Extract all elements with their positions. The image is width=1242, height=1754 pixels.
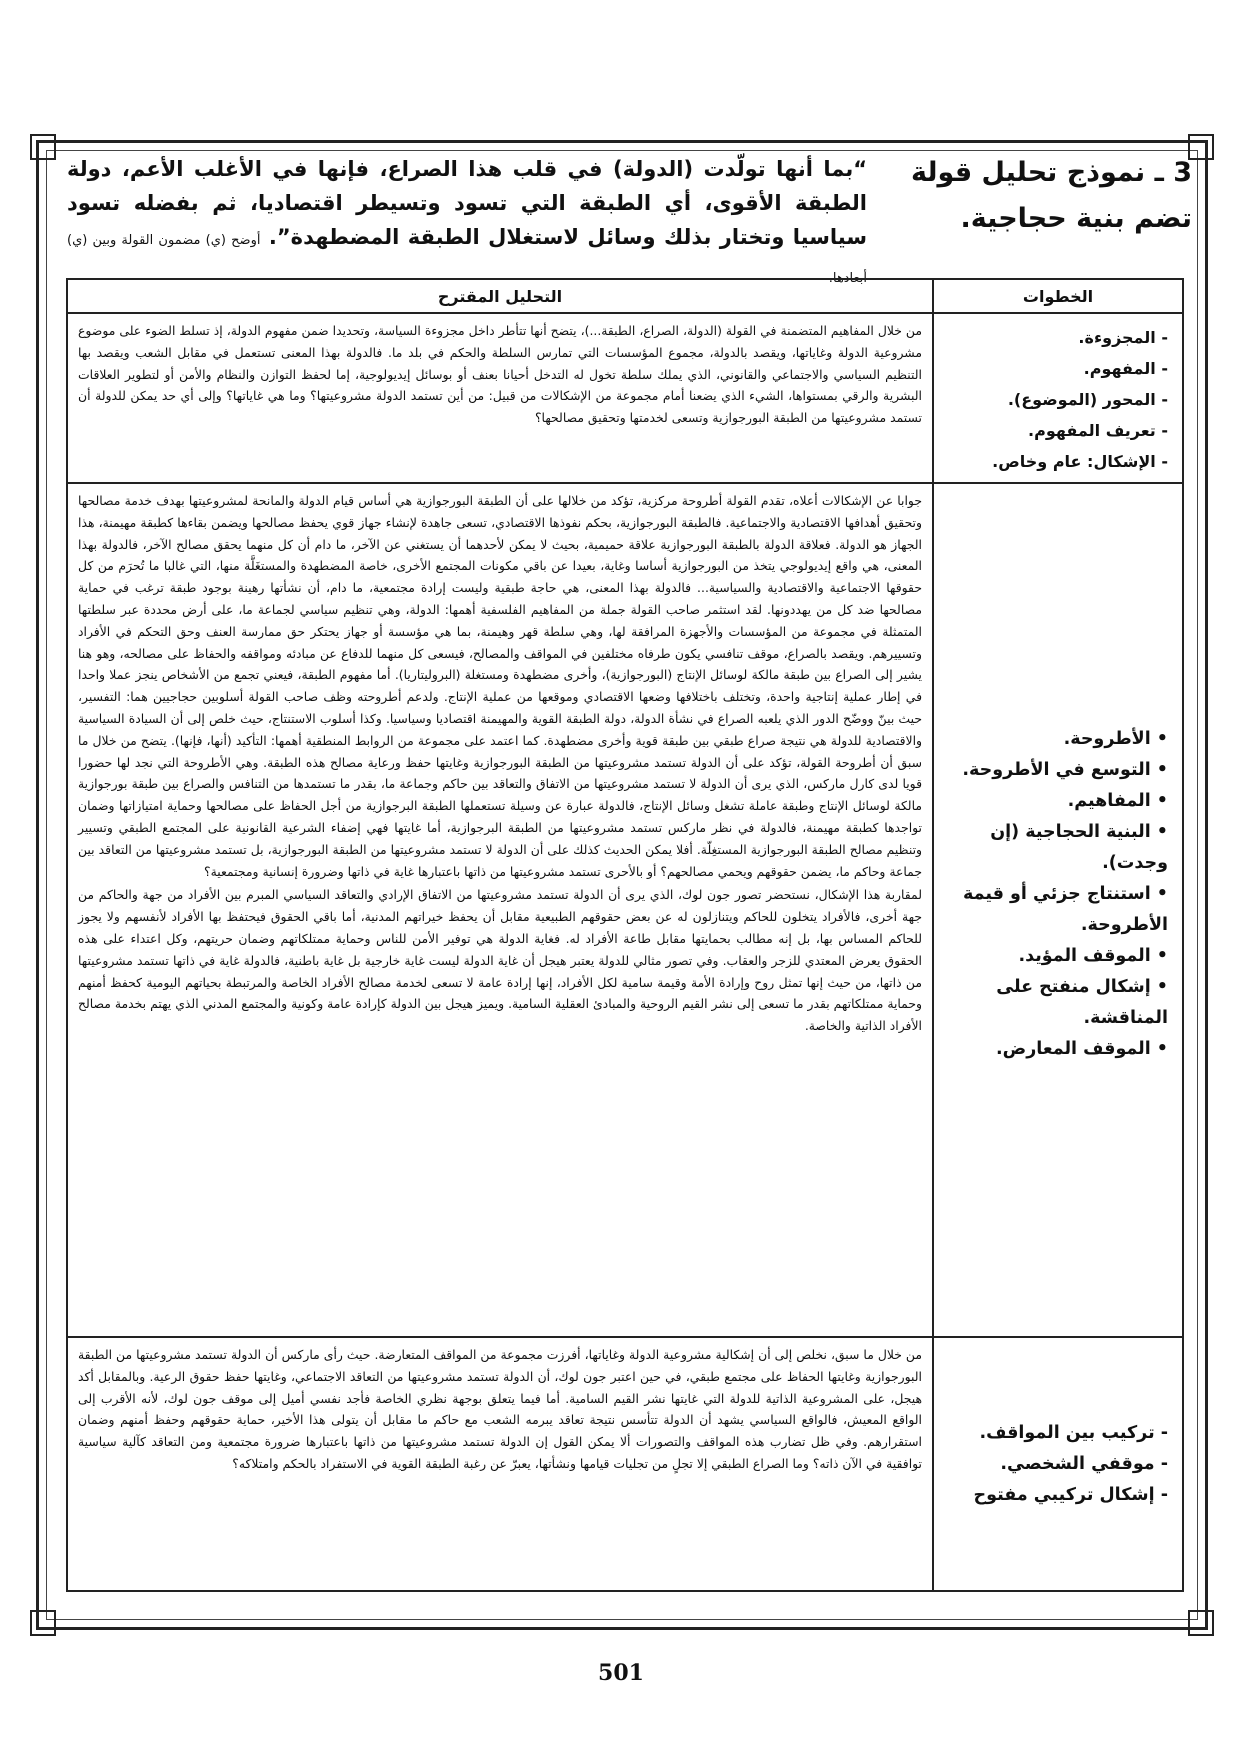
page-number: 501 bbox=[598, 1660, 644, 1686]
step-item: - إشكال تركيبي مفتوح bbox=[940, 1480, 1168, 1511]
frame-corner-ornament bbox=[30, 134, 56, 160]
step-item: • الأطروحة. bbox=[940, 724, 1168, 755]
table-row bbox=[67, 313, 1183, 483]
steps-cell bbox=[933, 313, 1183, 483]
paragraph: من خلال المفاهيم المتضمنة في القولة (الدولة، الصراع، الطبقة...)، يتضح أنها تتأطر داخل مجزوءة السياسة، وتحديدا ضمن مفهوم الدولة، إذ تسلط الضوء على موضوع مشروعية الدولة وغاياتها، ويقصد بالدولة، مجموع المؤسسات التي تمارس السلطة والحكم في بلد ما. فالدولة بهذا المعنى تستعمل في مقابل الشعب ويقصد بها التنظيم السياسي والاجتماعي والقانوني، الذي يملك سلطة تخول له التدخل أحيانا بعنف أو بوسائل إيديولوجية، إما لحفظ التوازن والنظام والأمن أو لتطوير العلاقات البشرية والرقي بمستواها، الشيء الذي يضعنا أمام مجموعة من الإشكالات من قبيل: من أين تستمد الدولة مشروعيتها؟ وما هي غاياتها؟ وإلى أي حد يمكن للدولة أن تستمد مشروعيتها من الطبقة البورجوازية وتسعى لخدمتها وتحقيق مصالحها؟ bbox=[78, 323, 922, 426]
table-row bbox=[67, 483, 1183, 1337]
analysis-text bbox=[68, 1338, 932, 1481]
steps-cell bbox=[933, 483, 1183, 1337]
steps-cell bbox=[933, 1337, 1183, 1591]
column-header-steps: الخطوات bbox=[933, 279, 1183, 313]
paragraph: جوابا عن الإشكالات أعلاه، تقدم القولة أطروحة مركزية، تؤكد من خلالها على أن الطبقة البورجوازية هي أساس قيام الدولة والمانحة لمشروعيتها بهدف خدمة مصالحها وتحقيق أهدافها الاقتصادية والاجتماعية. فالطبقة البورجوازية، بحكم نفوذها الاقتصادي، تسعى جاهدة لإنشاء جهاز قوي يحفظ مصالحها ويضمن بقاءها كطبقة مهيمنة، هذا الجهاز هو الدولة. فعلاقة الدولة بالطبقة البورجوازية علاقة حميمية، بحيث لا يمكن لأحدهما أن يستغني عن الآخر، ما دام أن كل منهما يحقق مصالح الآخر، فالدولة بهذا المعنى، هي واقع إيديولوجي يتخذ من البورجوازية أساسا وغاية، بعيدا عن باقي مكونات المجتمع الأخرى، خاصة المضطهدة والمستغَلَّة منها، التي غالبا ما تُحرَم من كل حقوقها الاجتماعية والاقتصادية والسياسية... فالدولة بهذا المعنى، هي حاجة طبقية وليست إرادة مجتمعية، ما دام، أن نشأتها رهينة بوجود طبقة ترغب في حماية مصالحها ضد كل من يهددونها. لقد استثمر صاحب القولة جملة من المفاهيم الفلسفية أهمها: الدولة، وهي تنظيم سياسي لجماعة ما، على أرض محددة عبر سلطتها المتمثلة في مجموعة من المؤسسات والأجهزة المرافقة لها، وهي سلطة قهر وهيمنة، بما هي مؤسسة أو جهاز يحتكر حق ممارسة العنف وحق التحكم في الأفراد وتسييرهم. ويقصد بالصراع، موقف تنافسي يكون طرفاه مختلفين في المواقف والمصالح، فيسعى كل منهما للدفاع عن مبادئه ومواقفه والحفاظ على مصالحه، وهو هنا يشير إلى الصراع بين طبقة مالكة لوسائل الإنتاج (البورجوازية)، وأخرى مضطهدة ومستغلة (البروليتاريا). أما مفهوم الطبقة، فيعني تجمع من الأشخاص ينجز عملا واحدا في إطار عملية إنتاجية واحدة، وتختلف باختلافها وضعها الاقتصادي وموقعها من عملية الإنتاج. ولدعم أطروحته وظف صاحب القولة أسلوبين حجاجيين هما: التفسير، حيث بينّ ووضّح الدور الذي يلعبه الصراع في نشأة الدولة، دولة الطبقة القوية والمهيمنة اقتصاديا وسياسيا. وكذا أسلوب الاستنتاج، حيث خلص إلى أن السيادة السياسية والاقتصادية للدولة هي نتيجة صراع طبقي بين طبقة قوية وأخرى مضطهدة. كما اعتمد على مجموعة من الروابط المنطقية أهمها: التأكيد (أنها، فإنها). يتضح من خلال ما سبق أن أطروحة القولة، تؤكد على أن الدولة تستمد مشروعيتها من الطبقة البورجوازية وغايتها حفظ ورعاية مصالح هذه الطبقة. وهي الأطروحة التي نجد لها حضورا قويا لدى كارل ماركس، الذي يرى أن الدولة لا تستمد مشروعيتها من الاتفاق والتعاقد بين حاكم وجماعة ما، بقدر ما تستمدها من التنافس والصراع بين طبقة بورجوازية مالكة لوسائل الإنتاج وطبقة عاملة تشغل وسائل الإنتاج، فالدولة عبارة عن وسيلة تستعملها الطبقة البرجوازية من أجل الحفاظ على مصالحها وحماية امتيازاتها وضمان تواجدها كطبقة مهيمنة، فالدولة في نظر ماركس تستمد مشروعيتها من الطبقة البرجوازية، أما غايتها فهي إضفاء الشرعية القانونية على المجتمع الطبقي وتسيير وتنظيم مصالح الطبقة البورجوازية المستغِلّة. أفلا يمكن الحديث كذلك على أن الدولة لا تستمد مشروعيتها من الطبقة البورجوازية، بل تستمد مشروعيتها من التعاقد بين جماعة وحاكم ما، يضمن حقوقهم ويحمي مصالحهم؟ أو بالأحرى تستمد مشروعيتها من ذاتها باعتبارها غاية في ذاتها وضرورة إنسانية ومجتمعية؟ bbox=[78, 493, 922, 879]
frame-corner-ornament bbox=[1188, 1610, 1214, 1636]
steps-list bbox=[934, 314, 1182, 477]
step-item: - المجزوءة. bbox=[940, 322, 1168, 353]
step-item: - تركيب بين المواقف. bbox=[940, 1418, 1168, 1449]
step-item: • الموقف المؤيد. bbox=[940, 941, 1168, 972]
steps-list bbox=[934, 1338, 1182, 1511]
quote-block bbox=[67, 152, 867, 296]
paragraph: من خلال ما سبق، نخلص إلى أن إشكالية مشروعية الدولة وغاياتها، أفرزت مجموعة من المواقف المتعارضة. حيث رأى ماركس أن الدولة تستمد مشروعيتها من الطبقة البورجوازية وغايتها الحفاظ على مجتمع طبقي، في حين اعتبر جون لوك، أن الدولة تستمد مشروعيتها من التعاقد الاجتماعي، وغايتها حفظ حقوق الرعية. وبالمقابل أكد هيجل، على المشروعية الذاتية للدولة التي غايتها نشر القيم السامية. أما فيما يتعلق بوجهة نظري الخاصة فأجد نفسي أميل إلى موقف جون لوك، لأنه الأقرب إلى الواقع المعيش، فالواقع السياسي يشهد أن الدولة تتأسس نتيجة تعاقد يبرمه الشعب مع حاكم ما مقابل أن يتولى هذا الأخير، حماية حقوقهم وحفظ أمنهم وضمان استقرارهم. وفي ظل تضارب هذه المواقف والتصورات ألا يمكن القول إن الدولة تستمد مشروعيتها من ذاتها باعتبارها ضرورة مجتمعية ومن التعاقد كآلية سياسية توافقية في الآن ذاته؟ وما الصراع الطبقي إلا تجلٍ من تجليات قيامها ونشأتها، يعبرّ عن رغبة الطبقة القوية في الاستفراد بالحكم وامتلاكه؟ bbox=[78, 1347, 922, 1471]
analysis-text bbox=[68, 314, 932, 435]
quote-instruction: أوضح (ي) مضمون القولة وبين (ي) أبعادها. bbox=[67, 233, 867, 286]
step-item: - المفهوم. bbox=[940, 353, 1168, 384]
quote-text: “بما أنها تولّدت (الدولة) في قلب هذا الصراع، فإنها في الأغلب الأعم، دولة الطبقة الأقوى، أي الطبقة التي تسود وتسيطر اقتصاديا، ثم بفضله تسود سياسيا وتختار بذلك وسائل لاستغلال الطبقة المضطهدة”. bbox=[67, 157, 868, 249]
analysis-cell bbox=[67, 1337, 933, 1591]
frame-corner-ornament bbox=[30, 1610, 56, 1636]
column-header-analysis: التحليل المقترح bbox=[67, 279, 933, 313]
table-row bbox=[67, 1337, 1183, 1591]
analysis-table bbox=[66, 278, 1184, 1592]
step-item: • التوسع في الأطروحة. bbox=[940, 755, 1168, 786]
step-item: - الإشكال: عام وخاص. bbox=[940, 446, 1168, 477]
steps-list bbox=[934, 484, 1182, 1065]
analysis-cell bbox=[67, 483, 933, 1337]
analysis-cell bbox=[67, 313, 933, 483]
step-item: • استنتاج جزئي أو قيمة الأطروحة. bbox=[940, 879, 1168, 941]
table-header-row bbox=[67, 279, 1183, 313]
step-item: - موقفي الشخصي. bbox=[940, 1449, 1168, 1480]
step-item: • إشكال منفتح على المناقشة. bbox=[940, 972, 1168, 1034]
step-item: • الموقف المعارض. bbox=[940, 1034, 1168, 1065]
section-title: 3 ـ نموذج تحليل قولة تضم بنية حجاجية. bbox=[911, 157, 1192, 234]
step-item: - المحور (الموضوع). bbox=[940, 384, 1168, 415]
step-item: • البنية الحجاجية (إن وجدت). bbox=[940, 817, 1168, 879]
paragraph: لمقاربة هذا الإشكال، نستحضر تصور جون لوك، الذي يرى أن الدولة تستمد مشروعيتها من الاتفاق الإرادي والتعاقد السياسي المبرم بين الأفراد من جهة والحاكم من جهة أخرى، فالأفراد يتخلون للحاكم ويتنازلون له عن بعض حقوقهم الطبيعية مقابل أن يحفظ خيراتهم المدنية، أما باقي الحقوق فيحتفظ بها الأفراد لأنفسهم ولا يجوز للحاكم المساس بها، بل إنه مطالب بحمايتها مقابل طاعة الأفراد له. فغاية الدولة هي توفير الأمن للناس وحماية ممتلكاتهم وضمان حريتهم، وكل اعتداء على هذه الحقوق يعرض المعتدي للزجر والعقاب. وفي تصور مثالي للدولة يعتبر هيجل أن غاية الدولة ليست غاية خارجية بل غاية باطنية، فالدولة غاية في ذاتها تستمد مشروعيتها من ذاتها، من حيث إنها تمثل روح وإرادة الأمة وقيمة سامية لكل الأفراد، إنها إرادة عامة لا تسعى لخدمة مصالح الأفراد الخاصة والمرتبطة بحياتهم اليومية كحفظ أمنهم وحماية ممتلكاتهم بقدر ما تسعى إلى نشر القيم الروحية والمبادئ العقلية السامية. ويميز هيجل بين الدولة كإرادة عامة وكونية والمجتمع المدني الذي يهتم بخدمة مصالح الأفراد الذاتية والخاصة. bbox=[78, 887, 922, 1034]
step-item: • المفاهيم. bbox=[940, 786, 1168, 817]
page-header bbox=[66, 150, 1192, 286]
analysis-text bbox=[68, 484, 932, 1043]
step-item: - تعريف المفهوم. bbox=[940, 415, 1168, 446]
